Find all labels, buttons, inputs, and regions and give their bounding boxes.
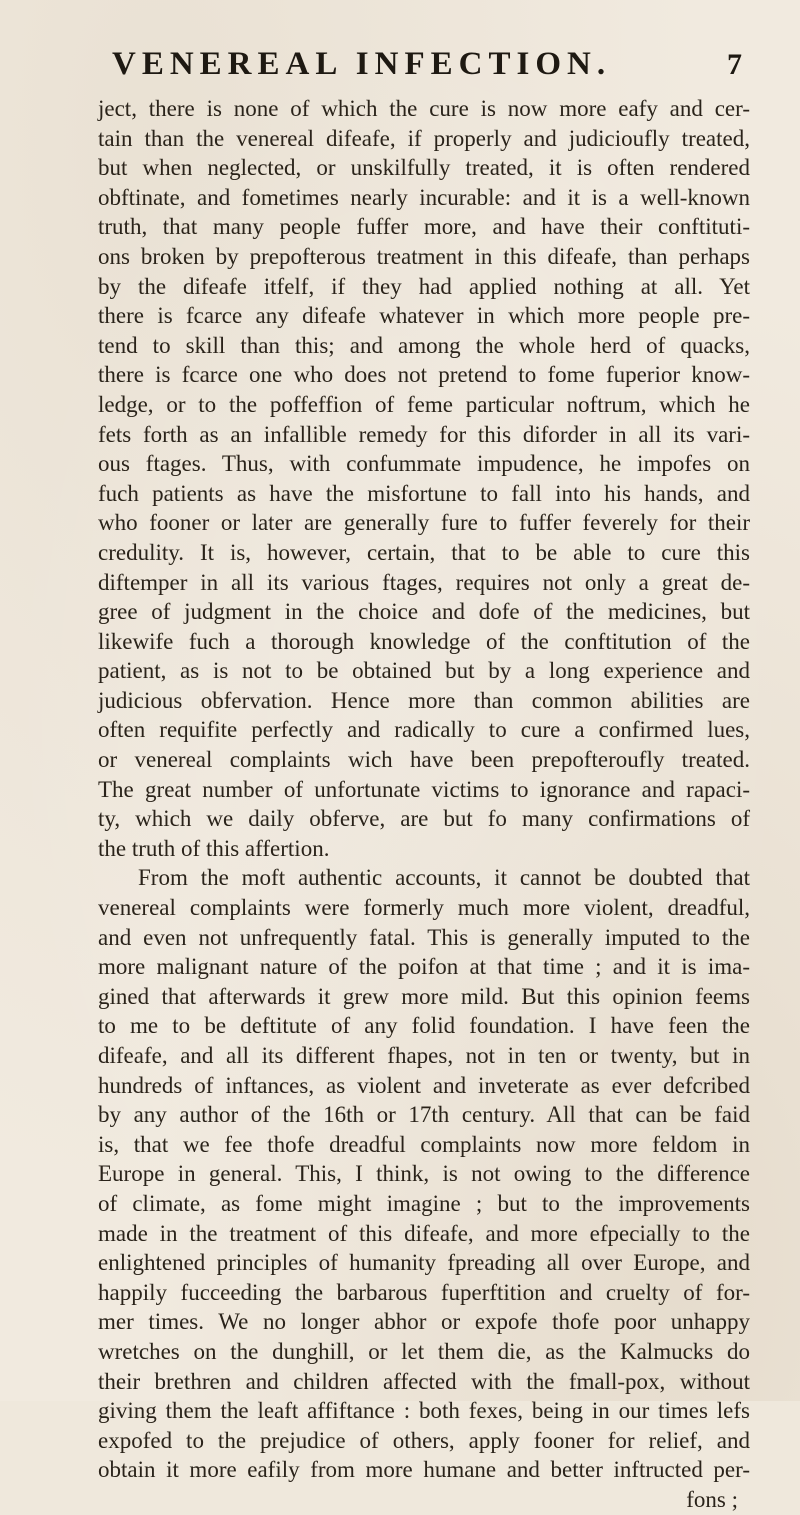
text-line: gined that afterwards it grew more mild. But this opinion feems [98,983,750,1009]
text-line: From the moft authentic accounts, it cannot be doubted that [138,865,750,891]
text-line: fuch patients as have the misfortune to fall into his hands, and [98,480,750,506]
text-line: the truth of this affertion. [98,835,330,861]
text-line: there is fcarce one who does not pretend to fome fuperior know- [98,362,750,388]
text-line: venereal complaints were formerly much more violent, dreadful, [98,895,750,921]
text-line: truth, that many people fuffer more, and have their conftituti- [98,214,750,240]
text-line: by any author of the 16th or 17th century. All that can be faid [98,1102,750,1128]
body-text [98,94,750,1515]
text-line: but when neglected, or unskilfully treated, it is often rendered [98,155,750,181]
text-line: Europe in general. This, I think, is not owing to the difference [98,1161,750,1187]
text-line: of climate, as fome might imagine ; but to the improvements [98,1190,750,1216]
text-line: their brethren and children affected with the fmall-pox, without [98,1368,750,1394]
text-line: made in the treatment of this difeafe, and more efpecially to the [98,1220,750,1246]
text-line: mer times. We no longer abhor or expofe thofe poor unhappy [98,1309,750,1335]
text-line: is, that we fee thofe dreadful complaints now more feldom in [98,1131,750,1157]
text-line: patient, as is not to be obtained but by a long experience and [98,658,750,684]
text-line: expofed to the prejudice of others, apply fooner for relief, and [98,1427,750,1453]
text-line: giving them the leaft affiftance : both fexes, being in our times lefs [98,1398,750,1424]
text-line: to me to be deftitute of any folid foundation. I have feen the [98,1013,750,1039]
text-line: wretches on the dunghill, or let them die, as the Kalmucks do [98,1338,750,1364]
text-line: ty, which we daily obferve, are but fo many confirmations of [98,806,750,832]
text-line: and even not unfrequently fatal. This is generally imputed to the [98,924,750,950]
text-line: diftemper in all its various ftages, requires not only a great de- [98,569,750,595]
text-line: tend to skill than this; and among the whole herd of quacks, [98,332,750,358]
text-line: obftinate, and fometimes nearly incurable: and it is a well-known [98,184,750,210]
text-line: there is fcarce any difeafe whatever in which more people pre- [98,303,750,329]
text-line: tain than the venereal difeafe, if properly and judicioufly treated, [98,125,750,151]
text-line: ject, there is none of which the cure is now more eafy and cer- [98,96,750,121]
text-line: obtain it more eafily from more humane and better inftructed per- [98,1457,750,1483]
text-line: hundreds of inftances, as violent and inveterate as ever defcribed [98,1072,750,1098]
text-line: who fooner or later are generally fure to fuffer feverely for their [98,510,750,536]
text-line: or venereal complaints wich have been prepofteroufly treated. [98,747,750,773]
text-line: gree of judgment in the choice and dofe of the medicines, but [98,599,750,625]
text-line: by the difeafe itfelf, if they had applied nothing at all. Yet [98,273,750,299]
text-line: ons broken by prepofterous treatment in this difeafe, than perhaps [98,243,750,269]
text-line: enlightened principles of humanity fpreading all over Europe, and [98,1250,750,1276]
text-line: happily fucceeding the barbarous fuperftition and cruelty of for- [98,1279,750,1305]
page-number: 7 [727,48,742,81]
text-line: fets forth as an infallible remedy for this diforder in all its vari- [98,421,750,447]
text-line: The great number of unfortunate victims to ignorance and rapaci- [98,776,750,802]
text-line: more malignant nature of the poifon at that time ; and it is ima- [98,954,750,980]
running-title: VENEREAL INFECTION. [112,46,612,82]
text-line: credulity. It is, however, certain, that to be able to cure this [98,539,750,565]
catchword: fons ; [686,1486,738,1512]
text-line: judicious obfervation. Hence more than common abilities are [98,687,750,713]
text-line: often requifite perfectly and radically to cure a confirmed lues, [98,717,750,743]
text-line: ledge, or to the poffeffion of feme particular noftrum, which he [98,391,750,417]
text-line: ous ftages. Thus, with confummate impudence, he impofes on [98,451,750,477]
text-line: difeafe, and all its different fhapes, not in ten or twenty, but in [98,1043,750,1068]
text-line: likewife fuch a thorough knowledge of the conftitution of the [98,628,750,654]
running-head [112,46,752,86]
